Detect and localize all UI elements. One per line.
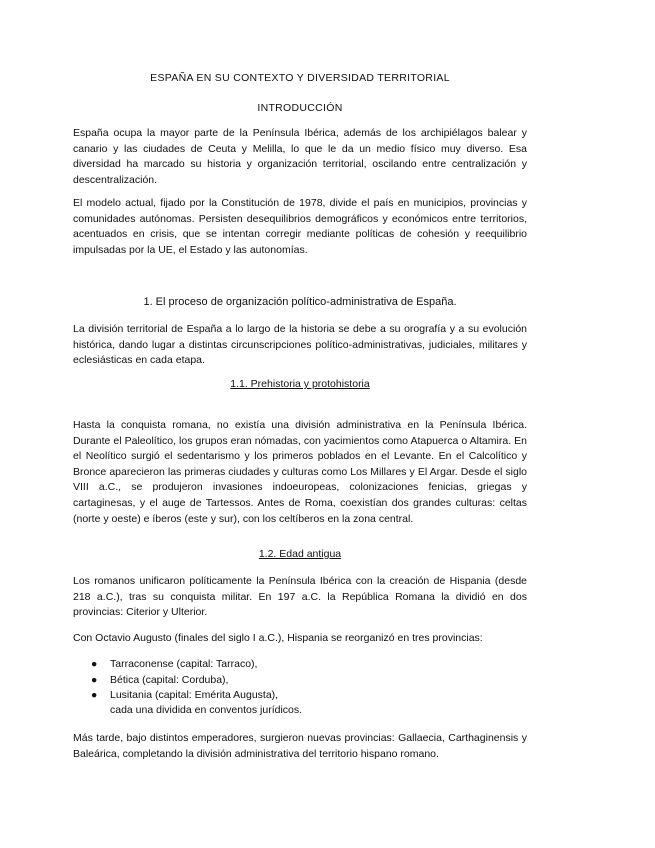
section-1-paragraph: La división territorial de España a lo largo de la historia se debe a su orografía y a su evolución histórica, dando lugar a distintas circunscripciones político-administrativas, judiciales, militares y eclesiásticas en cada etapa. [73,323,527,367]
bullet-icon: ● [91,673,98,686]
document-title: ESPAÑA EN SU CONTEXTO Y DIVERSIDAD TERRITORIAL [150,72,450,84]
subsection-1-2-heading: 1.2. Edad antigua [258,548,342,560]
list-continuation: cada una dividida en conventos jurídicos. [110,704,303,716]
bullet-icon: ● [91,658,98,670]
subsection-1-1-paragraph: Hasta la conquista romana, no existía una división administrativa en la Península Ibérica. Durante el Paleolítico, los grupos eran nómadas, con yacimientos como Atapuerca o Altamira. En el Neolítico surgió el sedentarismo y los primeros poblados en el Levante. En el Calcolítico y Bronce aparecieron las primeras ciudades y culturas como Los Millares y El Argar. Desde el siglo VIII a.C., se produjeron invasiones indoeuropeas, colonizaciones fenicias, griegas y cartaginesas, y el auge de Tartessos. Antes de Roma, coexistían dos grandes culturas: celtas (norte y oeste) e íberos (este y sur), con los celtíberos en la zona central. [73,419,527,525]
subsection-1-1-heading: 1.1. Prehistoria y protohistoria [230,378,370,390]
provinces-list [73,657,278,704]
section-1-heading: 1. El proceso de organización político-administrativa de España. [143,296,457,308]
bullet-icon: ● [91,689,98,702]
list-item: ● Lusitania (capital: Emérita Augusta), [73,688,278,704]
intro-paragraph-1: España ocupa la mayor parte de la Península Ibérica, además de los archipiélagos balear y canario y las ciudades de Ceuta y Melilla, lo que le da un medio físico muy diverso. Esa diversidad ha marcado su historia y organización territorial, oscilando entre centralización y descentralización. [73,127,527,186]
list-item: ● Tarraconense (capital: Tarraco), [73,657,278,673]
intro-paragraph-2: El modelo actual, fijado por la Constitución de 1978, divide el país en municipios, provincias y comunidades autónomas. Persisten desequilibrios demográficos y económicos entre territorios, acentuados en crisis, que se intentan corregir mediante políticas de cohesión y reequilibrio impulsadas por la UE, el Estado y las autonomías. [73,197,527,256]
subsection-1-2-paragraph-1: Los romanos unificaron políticamente la Península Ibérica con la creación de Hispania (desde 218 a.C.), tras su conquista militar. En 197 a.C. la República Romana la dividió en dos provincias: Citerior y Ulterior. [73,575,527,619]
intro-heading: INTRODUCCIÓN [257,102,343,114]
subsection-1-2-paragraph-3: Más tarde, bajo distintos emperadores, surgieron nuevas provincias: Gallaecia, Carthaginensis y Baleárica, completando la división administrativa del territorio hispano romano. [73,732,527,760]
list-item: ● Bética (capital: Corduba), [73,673,278,689]
subsection-1-2-paragraph-2: Con Octavio Augusto (finales del siglo I a.C.), Hispania se reorganizó en tres provincias: [73,632,483,644]
